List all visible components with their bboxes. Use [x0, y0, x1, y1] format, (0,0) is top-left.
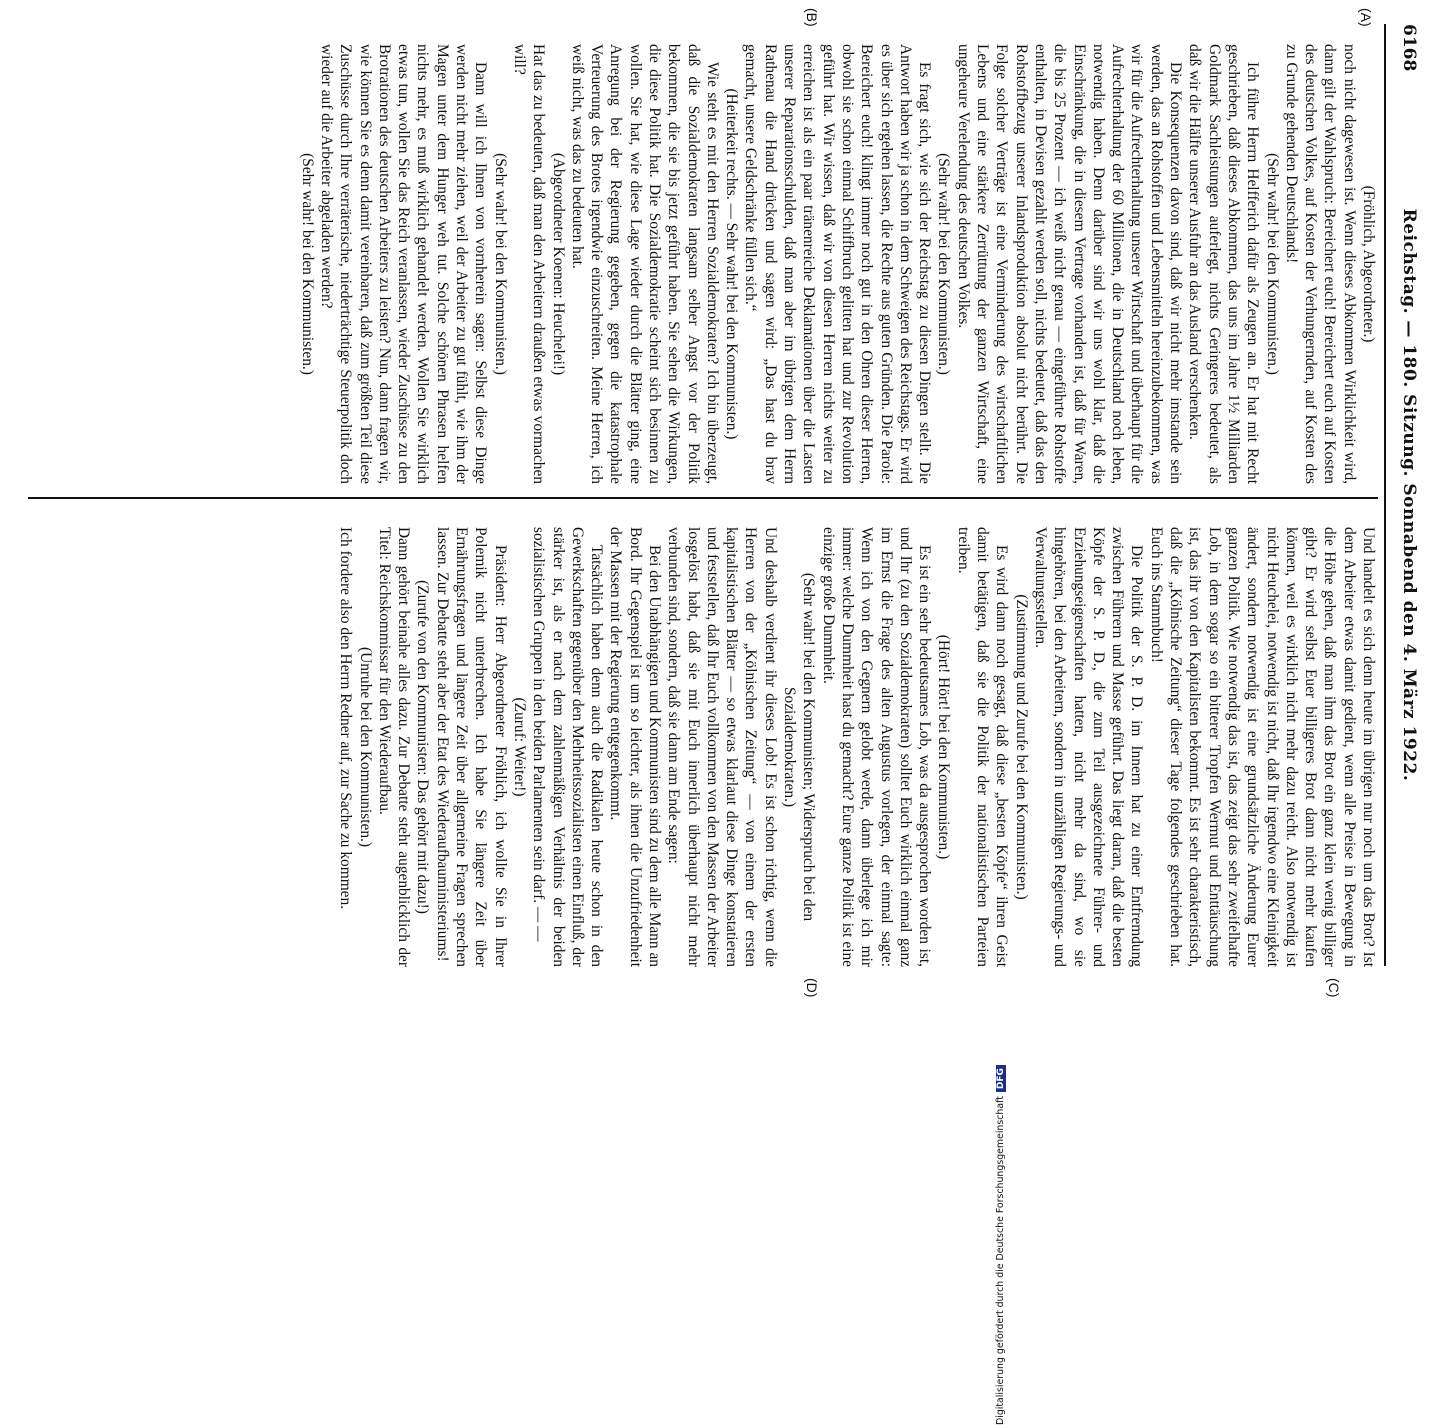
interjection: (Abgeordneter Koenen: Heuchelei!)	[549, 152, 567, 376]
president-statement: Präsident: Herr Abgeordneter Fröhlich, ich wollte Sie in Ihrer Polemik nicht unterbrechen. Ich habe Sie längere Zeit über Ernährungsfragen und längere Zeit über allgemeine Fragen sprechen lassen. Zur Debatte steht aber der Etat des Wiederaufbauministeriums!	[433, 527, 509, 967]
interjection: (Sehr wahr! bei den Kommunisten; Widerspruch bei den Sozialdemokraten.)	[781, 572, 818, 922]
paragraph: Dann will ich Ihnen von vornherein sagen: Selbst diese Dinge werden nicht mehr ziehen, weil der Arbeiter zu gut fühlt, wie ihm der Magen unter dem Hunger weh tut. Solche schönen Phrasen helfen nichts mehr, es muß wirklich gehandelt werden. Wollen Sie wirklich etwas tun, wollen Sie das Reich veranlassen, wieder Zuschüsse zu den Brotrationen des deutschen Arbeiters zu leisten? Nun, dann fragen wir, wie können Sie es denn damit vereinbaren, daß zum größten Teil diese Zuschüsse durch Ihre verräterische, niederträchtige Steuerpolitik doch wieder auf die Arbeiter abgeladen werden?	[317, 44, 490, 484]
speaker-label: (Fröhlich, Abgeordneter.)	[1360, 185, 1377, 343]
dfg-logo: DFG	[996, 1065, 1006, 1092]
paragraph: Es ist ein sehr bedeutsames Lob, was da ausgesprochen worden ist, und Ihr (zu den Sozialdemokraten) solltet Euch wirklich einmal ganz im Ernst die Frage des alten Augustus vorlegen, der einmal sagte: Wenn ich von den Gegnern gelobt werde, dann überlege ich mir immer: welche Dummheit hast du gemacht? Eure ganze Politik ist eine einzige große Dummheit.	[819, 527, 934, 967]
left-column	[297, 44, 1378, 484]
margin-mark-b: (B)	[804, 8, 820, 27]
interjection: (Sehr wahr! bei den Kommunisten.)	[1263, 153, 1281, 375]
paragraph: Es fragt sich, wie sich der Reichstag zu diesen Dingen stellt. Die Antwort haben wir ja schon in dem Schweigen des Reichstags. Er wird es über sich ergehen lassen, die Rechte aus guten Gründen. Die Parole: Bereichert euch! klingt immer noch gut in den Ohren dieser Herren, obwohl sie schon einmal Schiffbruch gelitten hat und zur Revolution geführt hat. Wir wissen, daß wir von diesen Herren nichts weiter zu erreichen ist als ein paar tränenreiche Deklamationen über die Lasten unserer Reparationsschulden, daß man aber im übrigen dem Herrn Rathenau die Hand drücken und sagen wird: „Das hast du brav gemacht, unsere Geldschränke füllen sich.“	[742, 44, 934, 484]
margin-mark-c: (C)	[1326, 978, 1342, 998]
paragraph: Hat das zu bedeuten, daß man den Arbeitern draußen etwas vormachen will?	[510, 44, 548, 484]
page-header	[1393, 24, 1419, 966]
margin-mark-d: (D)	[804, 978, 820, 998]
page-number: 6168	[1399, 24, 1419, 72]
right-column	[336, 527, 1378, 967]
page-title: Reichstag. — 180. Sitzung. Sonnabend den 4. März 1922.	[1399, 208, 1419, 782]
paragraph: Und deshalb verdient ihr dieses Lob! Es ist schon richtig, wenn die Herren von der „Kölnischen Zeitung“ — von einem der ersten kapitalistischen Blätter — so etwas klarlaut diese Dinge konstatieren und feststellen, daß Ihr Euch vollkommen von den Massen der Arbeiter losgelöst habt, daß sie mit Euch innerlich überhaupt nicht mehr verbunden sind, sondern, daß sie dann am Ende sagen:	[665, 527, 779, 967]
quote: Die Politik der S. P. D. im Innern hat zu einer Entfremdung zwischen Führern und Masse geführt. Das liegt daran, daß die besten Köpfe der S. P. D., die zum Teil ausgezeichnete Führer- und Erziehungseigenschaften hatten, nicht mehr da sind, wo sie hingehören, bei den Arbeitern, sondern in unzähligen Regierungs- und Verwaltungsstellen.	[1031, 527, 1146, 967]
interjection: (Zuruf: Weiter!)	[510, 697, 528, 797]
interjection: (Sehr wahr! bei den Kommunisten.)	[935, 153, 953, 375]
interjection: (Zurufe von den Kommunisten: Das gehört mit dazu!)	[414, 580, 432, 914]
quote: Tatsächlich haben denn auch die Radikalen heute schon in den Gewerkschaften gegenüber den Mehrheitssozialisten einen Einfluß, der stärker ist, als er nach dem zahlenmäßigen Verhältnis der beiden sozialistischen Gruppen in den beiden Parlamenten sein darf. — —	[530, 527, 606, 967]
column-separator	[28, 497, 1378, 499]
interjection: (Unruhe bei den Kommunisten.)	[356, 646, 374, 848]
credit-text: Digitalisierung gefördert durch die Deutsche Forschungsgemeinschaft	[995, 1096, 1006, 1425]
interjection: (Sehr wahr! bei den Kommunisten.)	[491, 153, 509, 375]
interjection: (Heiterkeit rechts. — Sehr wahr! bei den Kommunisten.)	[723, 88, 741, 440]
paragraph: Wie steht es mit den Herren Sozialdemokraten? Ich bin überzeugt, daß die Sozialdemokraten langsam selber Angst vor der Politik bekommen, die sie bis jetzt geführt haben. Sie sehen die Wirkungen, die diese Politik hat. Die Sozialdemokratie scheint sich besinnen zu wollen. Sie hat, wie diese Lage wieder durch die Blätter ging, eine Anregung bei der Regierung gegeben, gegen die katastrophale Verteuerung des Brotes irgendwie einzuschreiten. Meine Herren, ich weiß nicht, was das zu bedeuten hat.	[568, 44, 721, 484]
header-rule	[1384, 24, 1386, 966]
paragraph: Dann gehört beinahe alles dazu. Zur Debatte steht augenblicklich der Titel: Reichskommissar für den Wiederaufbau.	[375, 527, 413, 967]
interjection: (Sehr wahr! bei den Kommunisten.)	[298, 153, 316, 375]
digitization-credit	[995, 625, 1009, 1425]
margin-mark-a: (A)	[1358, 8, 1374, 27]
paragraph: Es wird dann noch gesagt, daß diese „besten Köpfe“ ihren Geist damit betätigen, daß sie die Politik der nationalistischen Parteien treiben.	[954, 527, 1011, 967]
interjection: (Zustimmung und Zurufe bei den Kommunisten.)	[1012, 594, 1030, 900]
paragraph: Ich führe Herrn Helfferich dafür als Zeugen an. Er hat mit Recht geschrieben, daß dieses Abkommen, das uns im Jahre 1½ Milliarden Goldmark Sachleistungen auferlegt, nichts Geringeres bedeutet, als daß wir die Hälfte unserer Ausfuhr an das Ausland verschenken.	[1186, 44, 1262, 484]
paragraph: Die Konsequenzen davon sind, daß wir nicht mehr imstande sein werden, das an Rohstoffen und Lebensmitteln hereinzubekommen, was wir für die Aufrechterhaltung unserer Wirtschaft und überhaupt für die Aufrechterhaltung der 60 Millionen, die in Deutschland noch leben, notwendig haben. Denn darüber sind wir uns wohl klar, daß die Einschränkung, die in diesem Vertrage vorhanden ist, daß für Waren, die bis 25 Prozent — ich weiß nicht genau — eingeführte Rohstoffe enthalten, in Devisen gezahlt werden soll, nichts bedeutet, daß das den Rohstoffbezug unserer Inlandsproduktion absolut nicht berührt. Die Folge solcher Verträge ist eine Verminderung des wirtschaftlichen Lebens und eine stärkere Zerrüttung der ganzen Wirtschaft, eine ungeheure Verelendung des deutschen Volkes.	[954, 44, 1185, 484]
paragraph: noch nicht dagewesen ist. Wenn dieses Abkommen Wirklichkeit wird, dann gilt der Wahlspruch: Bereichert euch! Bereichert euch auf Kosten des deutschen Volkes, auf Kosten der Verhungernden, auf Kosten des zu Grunde gehenden Deutschlands!	[1282, 44, 1358, 484]
interjection: (Hört! Hört! bei den Kommunisten.)	[935, 634, 953, 860]
quote: Bei den Unabhängigen und Kommunisten sind zu dem alle Mann an Bord. Ihr Gegenspiel ist um so leichter, als ihnen die Unzufriedenheit der Massen mit der Regierung entgegenkommt.	[607, 527, 664, 967]
paragraph: Ich fordere also den Herrn Redner auf, zur Sache zu kommen.	[337, 527, 355, 910]
paragraph: Und handelt es sich denn heute im übrigen nur noch um das Brot? Ist dem Arbeiter etwas damit gedient, wenn alle Preise in Bewegung in die Höhe gehen, daß man ihm das Brot ein ganz klein wenig billiger gibt? Er wird selbst Euer billigeres Brot dann nicht mehr kaufen können, weil es wirklich nicht mehr dazu reicht. Also notwendig ist nicht Heuchelei, notwendig ist nicht, daß Ihr irgendwo eine Kleinigkeit ändert, sondern notwendig ist eine grundsätzliche Änderung Eurer ganzen Politik. Wie notwendig das ist, das zeigt das sehr zweifelhafte Lob, in dem sogar so ein bitterer Tropfen Wermut und Enttäuschung ist, das ihr von den Kapitalisten bekommt. Es ist sehr charakteristisch, daß die „Kölnische Zeitung“ dieser Tage folgendes geschrieben hat. Euch ins Stammbuch!	[1147, 527, 1377, 967]
